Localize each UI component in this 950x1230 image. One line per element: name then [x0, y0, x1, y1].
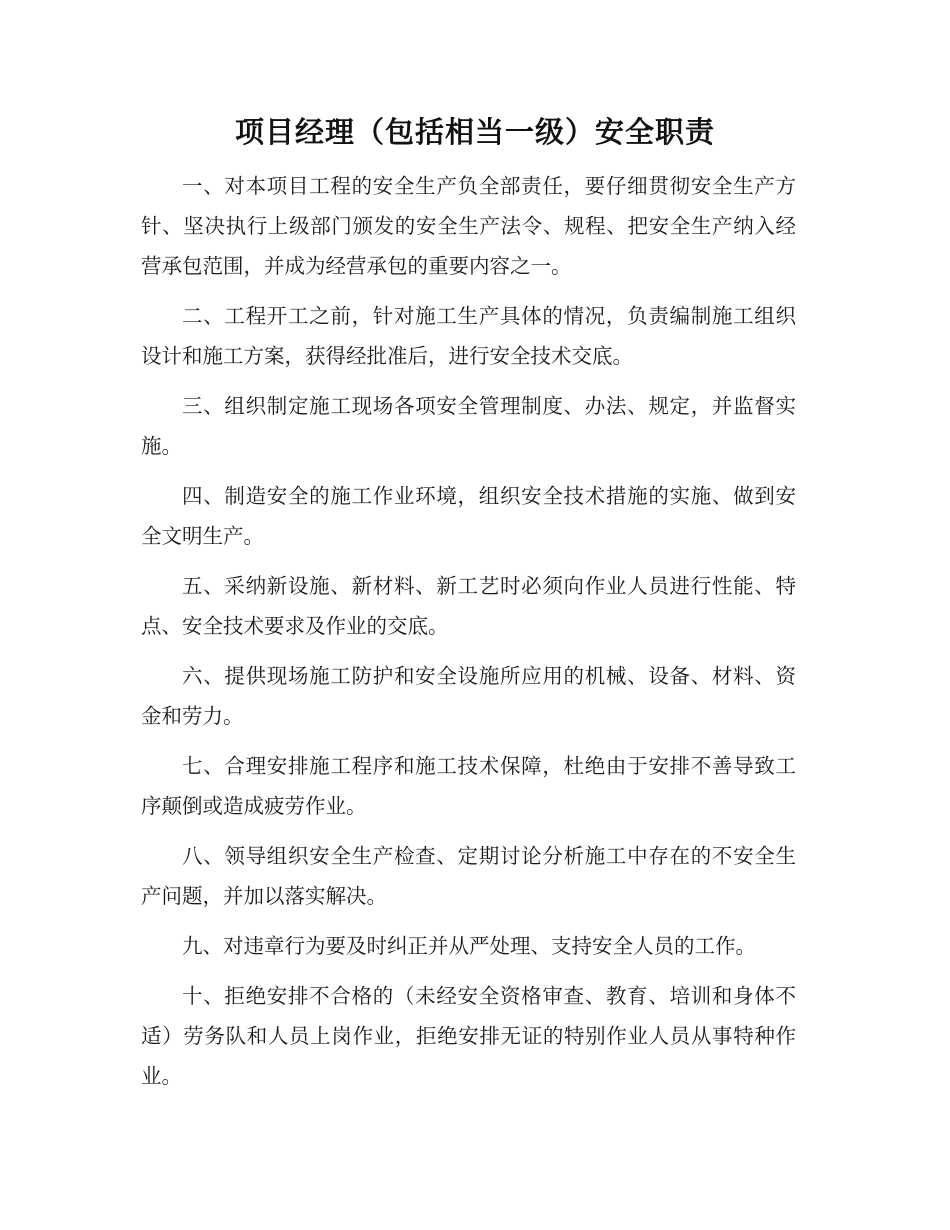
paragraph-5: 五、采纳新设施、新材料、新工艺时必须向作业人员进行性能、特点、安全技术要求及作业的交底。 — [141, 574, 796, 638]
document-body — [141, 166, 796, 1106]
paragraph-4: 四、制造安全的施工作业环境，组织安全技术措施的实施、做到安全文明生产。 — [141, 484, 796, 548]
paragraph-8: 八、领导组织安全生产检查、定期讨论分析施工中存在的不安全生产问题，并加以落实解决。 — [141, 844, 796, 908]
paragraph-3: 三、组织制定施工现场各项安全管理制度、办法、规定，并监督实施。 — [141, 394, 796, 458]
document-title: 项目经理（包括相当一级）安全职责 — [234, 115, 715, 149]
paragraph-9: 九、对违章行为要及时纠正并从严处理、支持安全人员的工作。 — [182, 934, 756, 958]
paragraph-1: 一、对本项目工程的安全生产负全部责任，要仔细贯彻安全生产方针、坚决执行上级部门颁发的安全生产法令、规程、把安全生产纳入经营承包范围，并成为经营承包的重要内容之一。 — [141, 174, 796, 278]
paragraph-10: 十、拒绝安排不合格的（未经安全资格审查、教育、培训和身体不适）劳务队和人员上岗作业，拒绝安排无证的特别作业人员从事特种作业。 — [141, 984, 796, 1088]
paragraph-6: 六、提供现场施工防护和安全设施所应用的机械、设备、材料、资金和劳力。 — [141, 664, 796, 728]
paragraph-2: 二、工程开工之前，针对施工生产具体的情况，负责编制施工组织设计和施工方案，获得经批准后，进行安全技术交底。 — [141, 304, 796, 368]
paragraph-7: 七、合理安排施工程序和施工技术保障，杜绝由于安排不善导致工序颠倒或造成疲劳作业。 — [141, 754, 796, 818]
